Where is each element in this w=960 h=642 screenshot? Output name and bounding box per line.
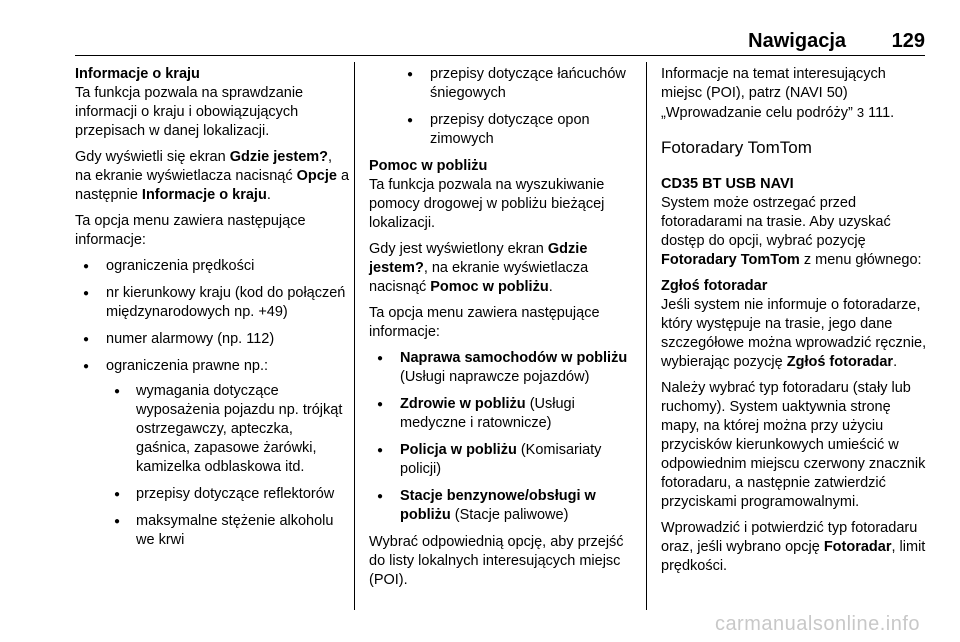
speed-camera-intro xyxy=(661,194,929,270)
page-header xyxy=(0,0,960,60)
paragraph-text: Ta funkcja pozwala na wyszukiwanie pomocy drogowej w pobliżu bieżącej lokalizacji. xyxy=(369,177,605,231)
paragraph-text: Należy wybrać typ fotoradaru (stały lub ruchomy). System uaktywnia stronę mapy, na której można przy użyciu przycisków kierunkowych umieścić w odpowiednim miejscu czerwony znacznik fotoradaru, a następnie zatwierdzić przyciskami programowalnymi. xyxy=(661,380,926,510)
text: , na ekranie wyświetlacza nacisnąć xyxy=(369,260,589,295)
text: . xyxy=(548,279,553,295)
paragraph-text: Wybrać odpowiednią opcję, aby przejść do listy lokalnych interesujących miejsc (POI). xyxy=(369,534,624,588)
ui-term: Zgłoś fotoradar xyxy=(786,354,894,370)
list-item: ● wymagania dotyczące wyposażenia pojazdu np. trójkąt ostrzegawczy, apteczka, gaśnica, zapasowe żarówki, kamizelka odblaskowa itd. xyxy=(106,382,350,477)
list-item: ● przepisy dotyczące łańcuchów śniegowych xyxy=(399,65,641,103)
column-3 xyxy=(661,65,929,583)
paragraph-text: Ta funkcja pozwala na sprawdzanie informacji o kraju i obowiązujących przepisach w danej lokalizacji. xyxy=(75,85,304,139)
ui-term: Gdzie jestem? xyxy=(369,241,588,276)
text: , na ekranie wyświetlacza nacisnąć xyxy=(75,149,333,184)
text: 111. xyxy=(864,105,895,121)
poi-reference xyxy=(661,65,929,123)
ui-term: Pomoc w pobliżu xyxy=(430,279,549,295)
text: Gdy wyświetli się ekran xyxy=(75,149,230,165)
ui-term: Opcje xyxy=(296,168,337,184)
text: (Usługi medyczne i ratownicze) xyxy=(400,396,575,431)
paragraph-text: Ta opcja menu zawiera następujące informacje: xyxy=(369,305,600,340)
list-item: ● numer alarmowy (np. 112) xyxy=(75,330,350,349)
column-1 xyxy=(75,65,350,558)
page-title: Nawigacja xyxy=(748,30,846,52)
list-item: ● przepisy dotyczące reflektorów xyxy=(106,485,350,504)
watermark: carmanualsonline.info xyxy=(714,613,920,635)
ui-term: Policja w pobliżu xyxy=(400,442,517,458)
text: . xyxy=(266,187,271,203)
text: Jeśli system nie informuje o fotoradarze, który występuje na trasie, jego dane szczegółowe można wprowadzić ręcznie, wybierając pozycję xyxy=(661,297,927,370)
text: Informacje na temat interesujących miejsc (POI), patrz (NAVI 50) „Wprowadzanie celu podróży” xyxy=(661,66,886,121)
country-info-heading: Informacje o kraju xyxy=(75,66,200,82)
list-item xyxy=(369,441,641,479)
list-item xyxy=(369,487,641,525)
list-item xyxy=(369,349,641,387)
legal-restrictions-list xyxy=(106,382,350,550)
page-reference-icon: 3 xyxy=(856,105,865,120)
text: (Komisariaty policji) xyxy=(400,442,602,477)
list-item: ● ograniczenia prędkości xyxy=(75,257,350,276)
ui-term: Gdzie jestem? xyxy=(229,149,329,165)
country-info-list xyxy=(75,257,350,550)
page-number: 129 xyxy=(891,30,925,52)
help-nearby-intro xyxy=(369,157,641,233)
ui-term: Zdrowie w pobliżu xyxy=(400,396,526,412)
text: . xyxy=(893,354,898,370)
country-info-instructions xyxy=(75,148,350,205)
text: (Usługi naprawcze pojazdów) xyxy=(400,369,590,385)
list-item xyxy=(369,395,641,433)
ui-term: Fotoradar xyxy=(823,539,892,555)
model-subheading: CD35 BT USB NAVI xyxy=(661,176,794,192)
ui-term: Informacje o kraju xyxy=(141,187,267,203)
speed-limit-instructions xyxy=(661,519,929,576)
report-camera-heading: Zgłoś fotoradar xyxy=(661,278,768,294)
ui-term: Stacje benzynowe/obsługi w pobliżu xyxy=(400,488,596,523)
text: a następnie xyxy=(75,168,350,203)
paragraph-text: Ta opcja menu zawiera następujące informacje: xyxy=(75,213,306,248)
text: Wprowadzić i potwierdzić typ fotoradaru oraz, jeśli wybrano opcję xyxy=(661,520,918,555)
list-item: ● maksymalne stężenie alkoholu we krwi xyxy=(106,512,350,550)
list-item: ● przepisy dotyczące opon zimowych xyxy=(399,111,641,149)
help-nearby-list xyxy=(369,349,641,525)
ui-term: Naprawa samochodów w pobliżu xyxy=(400,350,628,366)
country-info-intro xyxy=(75,65,350,141)
help-nearby-heading: Pomoc w pobliżu xyxy=(369,158,488,174)
text: z menu głównego: xyxy=(799,252,922,268)
ui-term: Fotoradary TomTom xyxy=(661,252,800,268)
report-camera-block xyxy=(661,277,929,372)
list-item: ● nr kierunkowy kraju (kod do połączeń międzynarodowych np. +49) xyxy=(75,284,350,322)
column-divider-1 xyxy=(354,62,355,610)
text: Gdy jest wyświetlony ekran xyxy=(369,241,548,257)
list-item xyxy=(75,357,350,550)
list-item-text: ograniczenia prawne np.: xyxy=(106,358,269,374)
text: , limit prędkości. xyxy=(661,539,926,574)
column-2 xyxy=(369,65,641,597)
text: (Stacje paliwowe) xyxy=(450,507,569,523)
legal-restrictions-list-continued xyxy=(399,65,641,149)
text: System może ostrzegać przed fotoradarami na trasie. Aby uzyskać dostęp do opcji, wybrać pozycję xyxy=(661,195,891,249)
help-nearby-instructions xyxy=(369,240,641,297)
header-divider xyxy=(75,55,925,56)
section-heading: Fotoradary TomTom xyxy=(661,138,812,157)
column-divider-2 xyxy=(646,62,647,610)
